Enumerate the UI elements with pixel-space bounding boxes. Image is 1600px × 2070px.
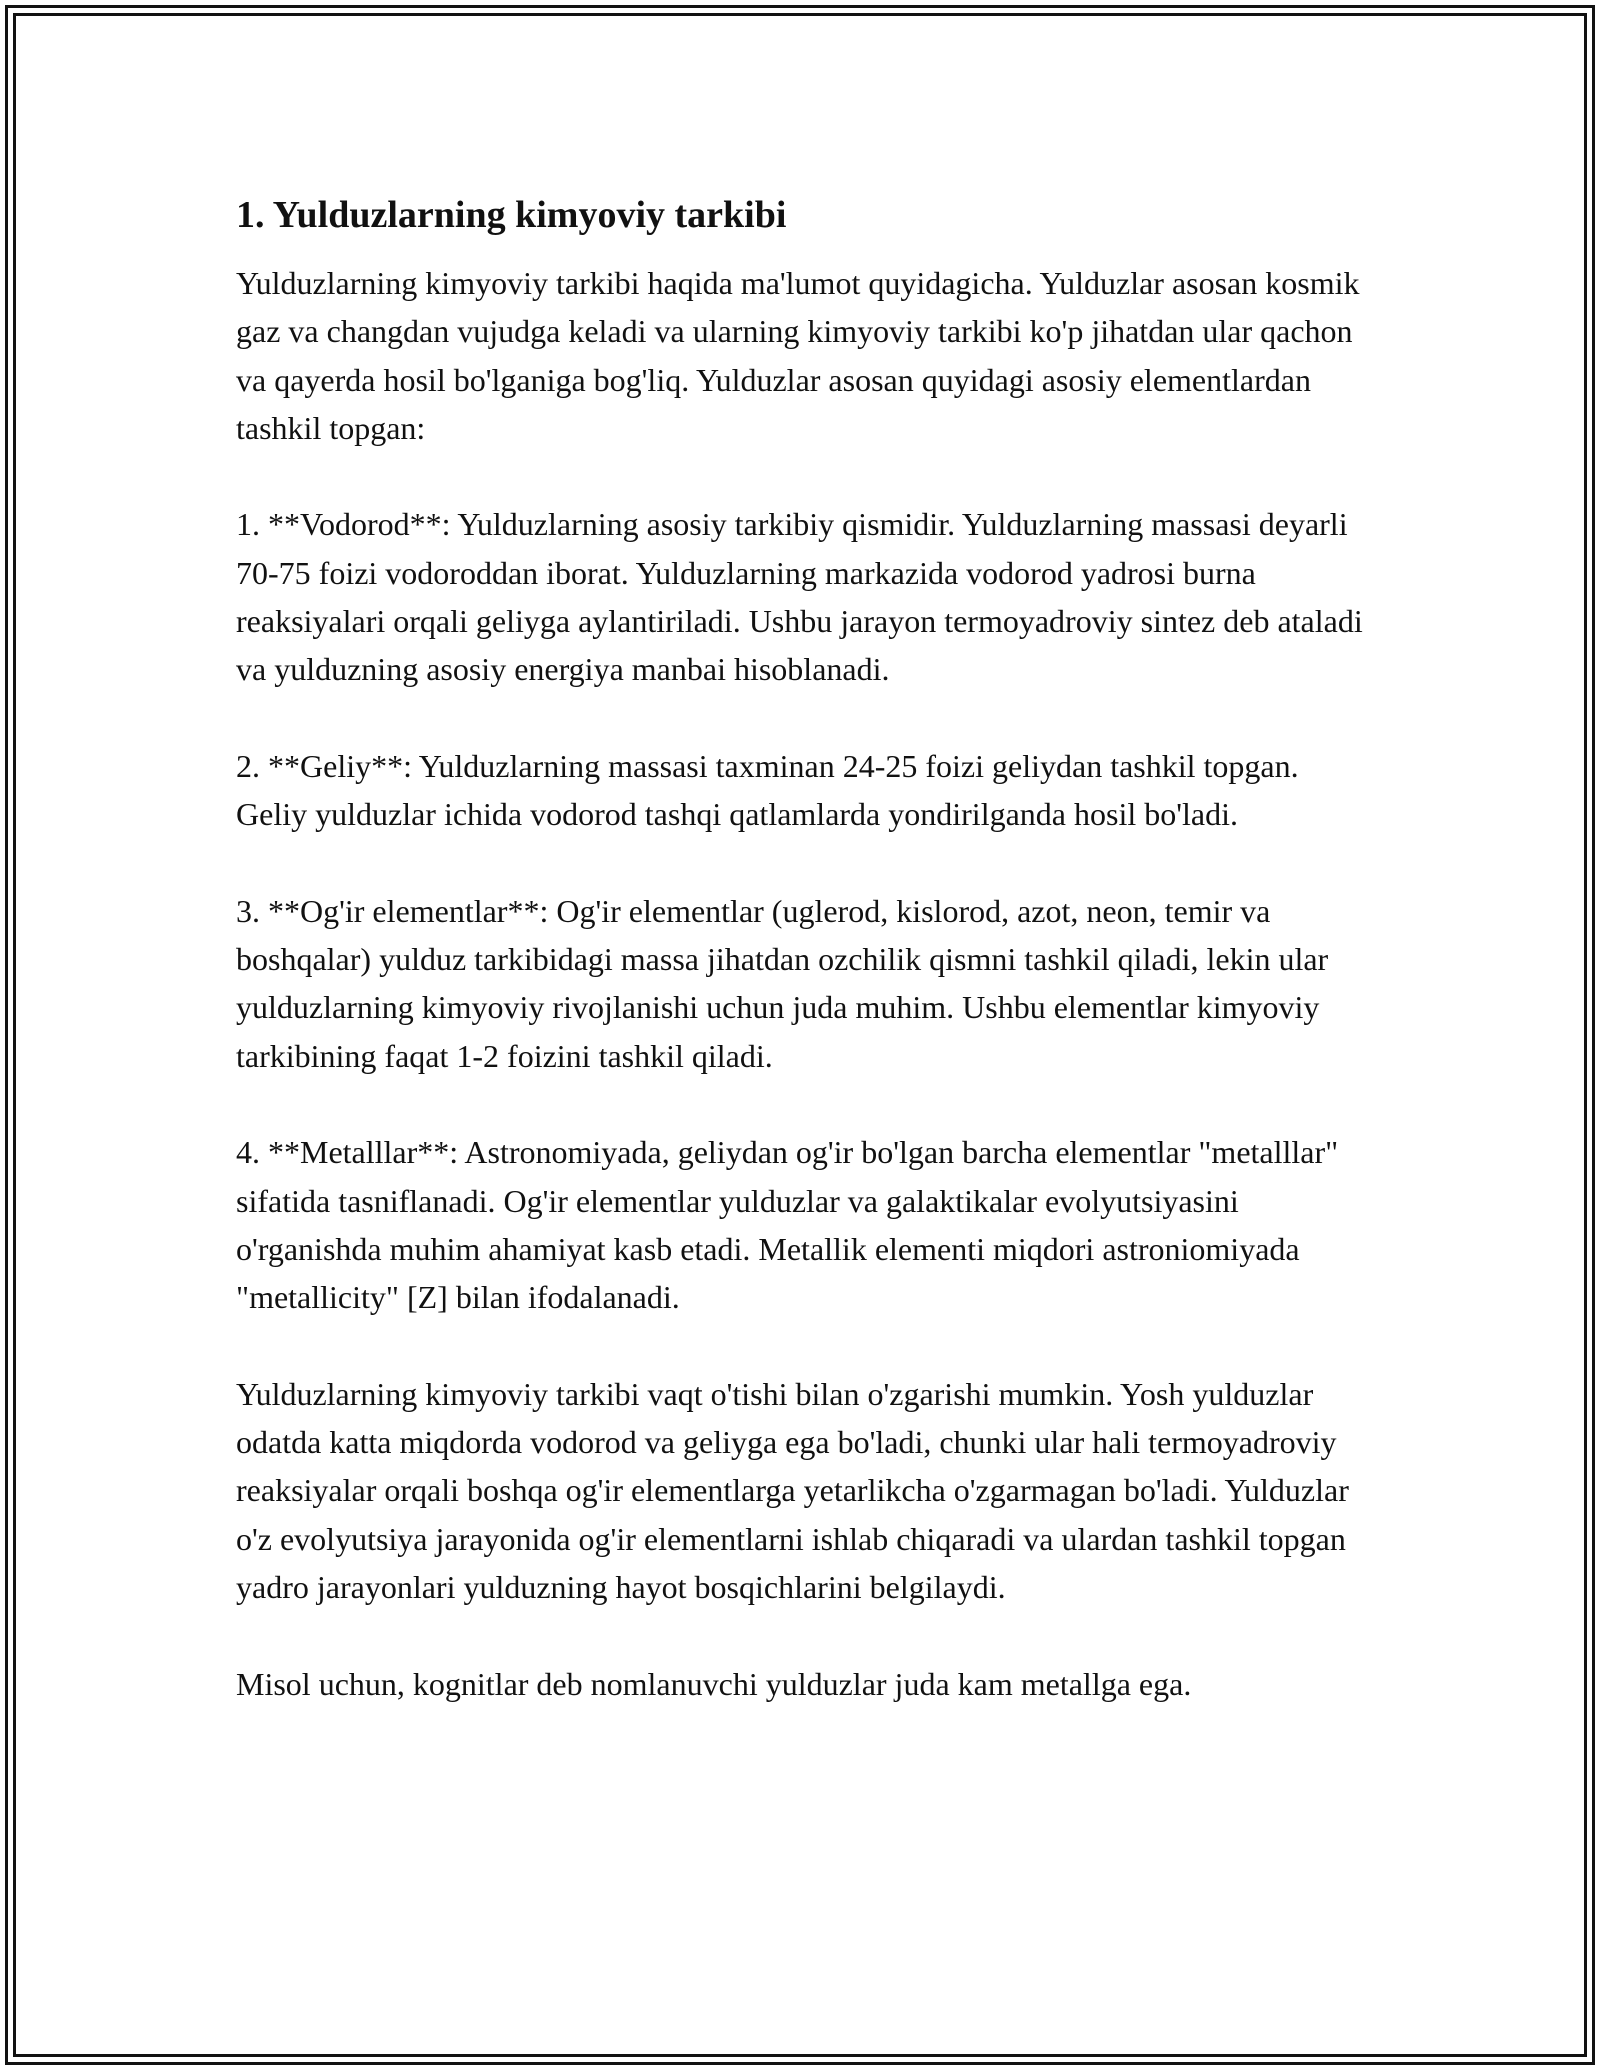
paragraph-helium: 2. **Geliy**: Yulduzlarning massasi taxminan 24-25 foizi geliydan tashkil topgan. Geliy yulduzlar ichida vodorod tashqi qatlamlarda yondirilganda hosil bo'ladi.: [236, 747, 1299, 833]
paragraph-heavy-elements: 3. **Og'ir elementlar**: Og'ir elementlar (uglerod, kislorod, azot, neon, temir va boshqalar) yulduz tarkibidagi massa jihatdan ozchilik qismni tashkil qiladi, lekin ular yulduzlarning kimyoviy rivojlanishi uchun juda muhim. Ushbu elementlar kimyoviy tarkibining faqat 1-2 foizini tashkil qiladi.: [236, 892, 1329, 1074]
paragraph-intro: Yulduzlarning kimyoviy tarkibi haqida ma'lumot quyidagicha. Yulduzlar asosan kosmik gaz va changdan vujudga keladi va ularning kimyoviy tarkibi ko'p jihatdan ular qachon va qayerda hosil bo'lganiga bog'liq. Yulduzlar asosan quyidagi asosiy elementlardan tashkil topgan:: [236, 265, 1360, 446]
paragraph-metals: 4. **Metalllar**: Astronomiyada, geliydan og'ir bo'lgan barcha elementlar "metalllar" sifatida tasniflanadi. Og'ir elementlar yulduzlar va galaktikalar evolyutsiyasini o'rganishda muhim ahamiyat kasb etadi. Metallik elementi miqdori astroniomiyada "metallicity" [Z] bilan ifodalanadi.: [236, 1134, 1339, 1316]
paragraph-hydrogen: 1. **Vodorod**: Yulduzlarning asosiy tarkibiy qismidir. Yulduzlarning massasi deyarli 70-75 foizi vodoroddan iborat. Yulduzlarning markazida vodorod yadrosi burna reaksiyalari orqali geliyga aylantiriladi. Ushbu jarayon termoyadroviy sintez deb ataladi va yulduzning asosiy energiya manbai hisoblanadi.: [236, 506, 1363, 688]
document-title: 1. Yulduzlarning kimyoviy tarkibi: [236, 194, 787, 236]
paragraph-example: Misol uchun, kognitlar deb nomlanuvchi yulduzlar juda kam metallga ega.: [236, 1665, 1192, 1702]
paragraph-evolution: Yulduzlarning kimyoviy tarkibi vaqt o'tishi bilan o'zgarishi mumkin. Yosh yulduzlar odatda katta miqdorda vodorod va geliyga ega bo'ladi, chunki ular hali termoyadroviy reaksiyalar orqali boshqa og'ir elementlarga yetarlikcha o'zgarmagan bo'ladi. Yulduzlar o'z evolyutsiya jarayonida og'ir elementlarni ishlab chiqaradi va ulardan tashkil topgan yadro jarayonlari yulduzning hayot bosqichlarini belgilaydi.: [236, 1375, 1349, 1606]
document-body: [236, 185, 1376, 1708]
